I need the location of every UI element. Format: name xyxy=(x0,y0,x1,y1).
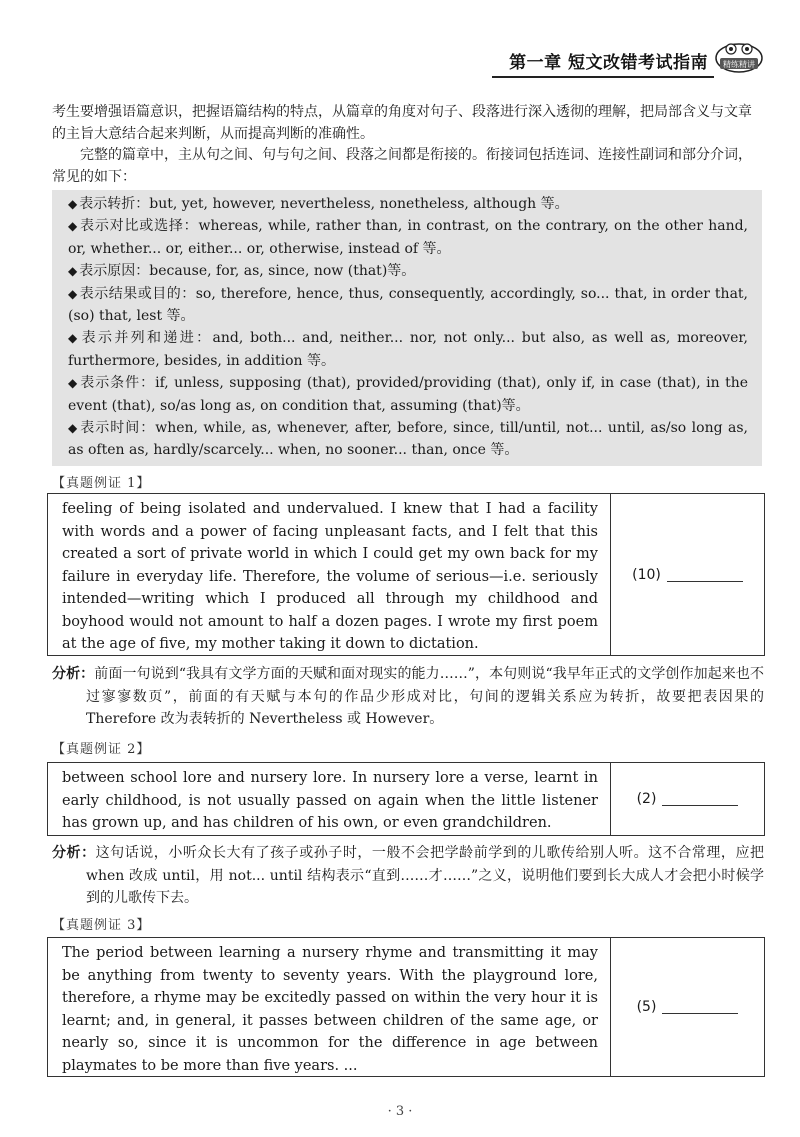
example-passage: feeling of being isolated and undervalued. I knew that I had a facility with words and a power of facing unpleasant facts, and I felt that this created a sort of private world in which I could get my own back for my failure in everyday life. Therefore, the volume of serious—i.e. seriously intended—writing which I produced all through my childhood and boyhood would not amount to half a dozen pages. I wrote my first poem at the age of five, my mother taking it down to dictation. xyxy=(48,494,611,655)
answer-blank[interactable] xyxy=(662,792,738,806)
intro-paragraph-2: 完整的篇章中，主从句之间、句与句之间、段落之间都是衔接的。衔接词包括连词、连接性副词和部分介词，常见的如下： xyxy=(52,147,752,185)
diamond-bullet-icon: ◆ xyxy=(68,219,79,234)
chapter-title: 第一章 短文改错考试指南 xyxy=(509,53,708,73)
answer-number: (5) xyxy=(636,999,657,1015)
answer-blank[interactable] xyxy=(667,568,743,582)
connectors-box xyxy=(52,190,762,466)
analysis-label: 分析： xyxy=(52,666,95,682)
connector-item: ◆ 表示条件：if, unless, supposing (that), provided/providing (that), only if, in case (that), in the event (that), so/as long as, on condition that, assuming (that)等。 xyxy=(68,375,748,414)
intro-paragraph-1: 考生要增强语篇意识，把握语篇结构的特点，从篇章的角度对句子、段落进行深入透彻的理解，把局部含义与文章的主旨大意结合起来判断，从而提高判断的准确性。 xyxy=(52,104,752,142)
answer-cell xyxy=(611,763,764,835)
answer-cell xyxy=(611,938,764,1076)
chapter-header xyxy=(496,38,770,78)
page-number: · 3 · xyxy=(387,1104,413,1119)
example-passage: between school lore and nursery lore. In nursery lore a verse, learnt in early childhood, is not usually passed on again when the little listener has grown up, and has children of his own, or even grandchildren. xyxy=(48,763,611,835)
answer-blank[interactable] xyxy=(662,1000,738,1014)
connector-item: ◆ 表示转折：but, yet, however, nevertheless, nonetheless, although 等。 xyxy=(68,196,569,212)
example-label: 【真题例证 3】 xyxy=(52,918,151,933)
example-table xyxy=(47,493,765,656)
connector-item: ◆ 表示时间：when, while, as, whenever, after, before, since, till/until, not... until, as/so long as, as often as, hardly/scarcely... when, no sooner... than, once 等。 xyxy=(68,420,748,459)
logo-text: 精练精讲 xyxy=(723,60,755,69)
diamond-bullet-icon: ◆ xyxy=(68,286,78,301)
example-analysis: 分析：前面一句说到“我具有文学方面的天赋和面对现实的能力……”，本句则说“我早年正式的文学创作加起来也不过寥寥数页”，前面的有天赋与本句的作品少形成对比，句间的逻辑关系应为转折，故要把表因果的 Therefore 改为表转折的 Nevertheless 或 However。 xyxy=(52,666,764,727)
diamond-bullet-icon: ◆ xyxy=(68,264,78,279)
header-rule xyxy=(492,76,714,78)
diamond-bullet-icon: ◆ xyxy=(68,376,79,391)
connector-item: ◆ 表示对比或选择：whereas, while, rather than, in contrast, on the contrary, on the other hand, or, whether... or, either... or, otherwise, instead of 等。 xyxy=(68,218,749,257)
book-logo-icon xyxy=(714,40,764,74)
analysis-label: 分析： xyxy=(52,845,96,861)
diamond-bullet-icon: ◆ xyxy=(68,331,80,346)
connector-item: ◆ 表示原因：because, for, as, since, now (that)等。 xyxy=(68,263,416,280)
connector-item: ◆ 表示并列和递进：and, both... and, neither... nor, not only... but also, as well as, moreover, furthermore, besides, in addition 等。 xyxy=(68,330,748,369)
example-table xyxy=(47,762,765,836)
diamond-bullet-icon: ◆ xyxy=(68,421,79,436)
answer-cell xyxy=(611,494,764,655)
answer-number: (2) xyxy=(636,791,657,807)
answer-number: (10) xyxy=(632,566,661,583)
example-label: 【真题例证 2】 xyxy=(52,742,151,757)
connector-item: ◆ 表示结果或目的：so, therefore, hence, thus, consequently, accordingly, so... that, in order that, (so) that, lest 等。 xyxy=(68,285,748,325)
example-label: 【真题例证 1】 xyxy=(52,476,151,491)
example-passage: The period between learning a nursery rhyme and transmitting it may be anything from twenty to seventy years. With the playground lore, therefore, a rhyme may be excitedly passed on within the very hour it is learnt; and, in general, it passes between children of the same age, or nearly so, since it is uncommon for the difference in age between playmates to be more than five years. ... xyxy=(48,938,611,1076)
example-table xyxy=(47,937,765,1077)
example-analysis: 分析：这句话说，小听众长大有了孩子或孙子时，一般不会把学龄前学到的儿歌传给别人听。这不合常理，应把 when 改成 until，用 not... until 结构表示“直到……才……”之义，说明他们要到长大成人才会把小时候学到的儿歌传下去。 xyxy=(52,845,764,906)
diamond-bullet-icon: ◆ xyxy=(68,197,78,211)
